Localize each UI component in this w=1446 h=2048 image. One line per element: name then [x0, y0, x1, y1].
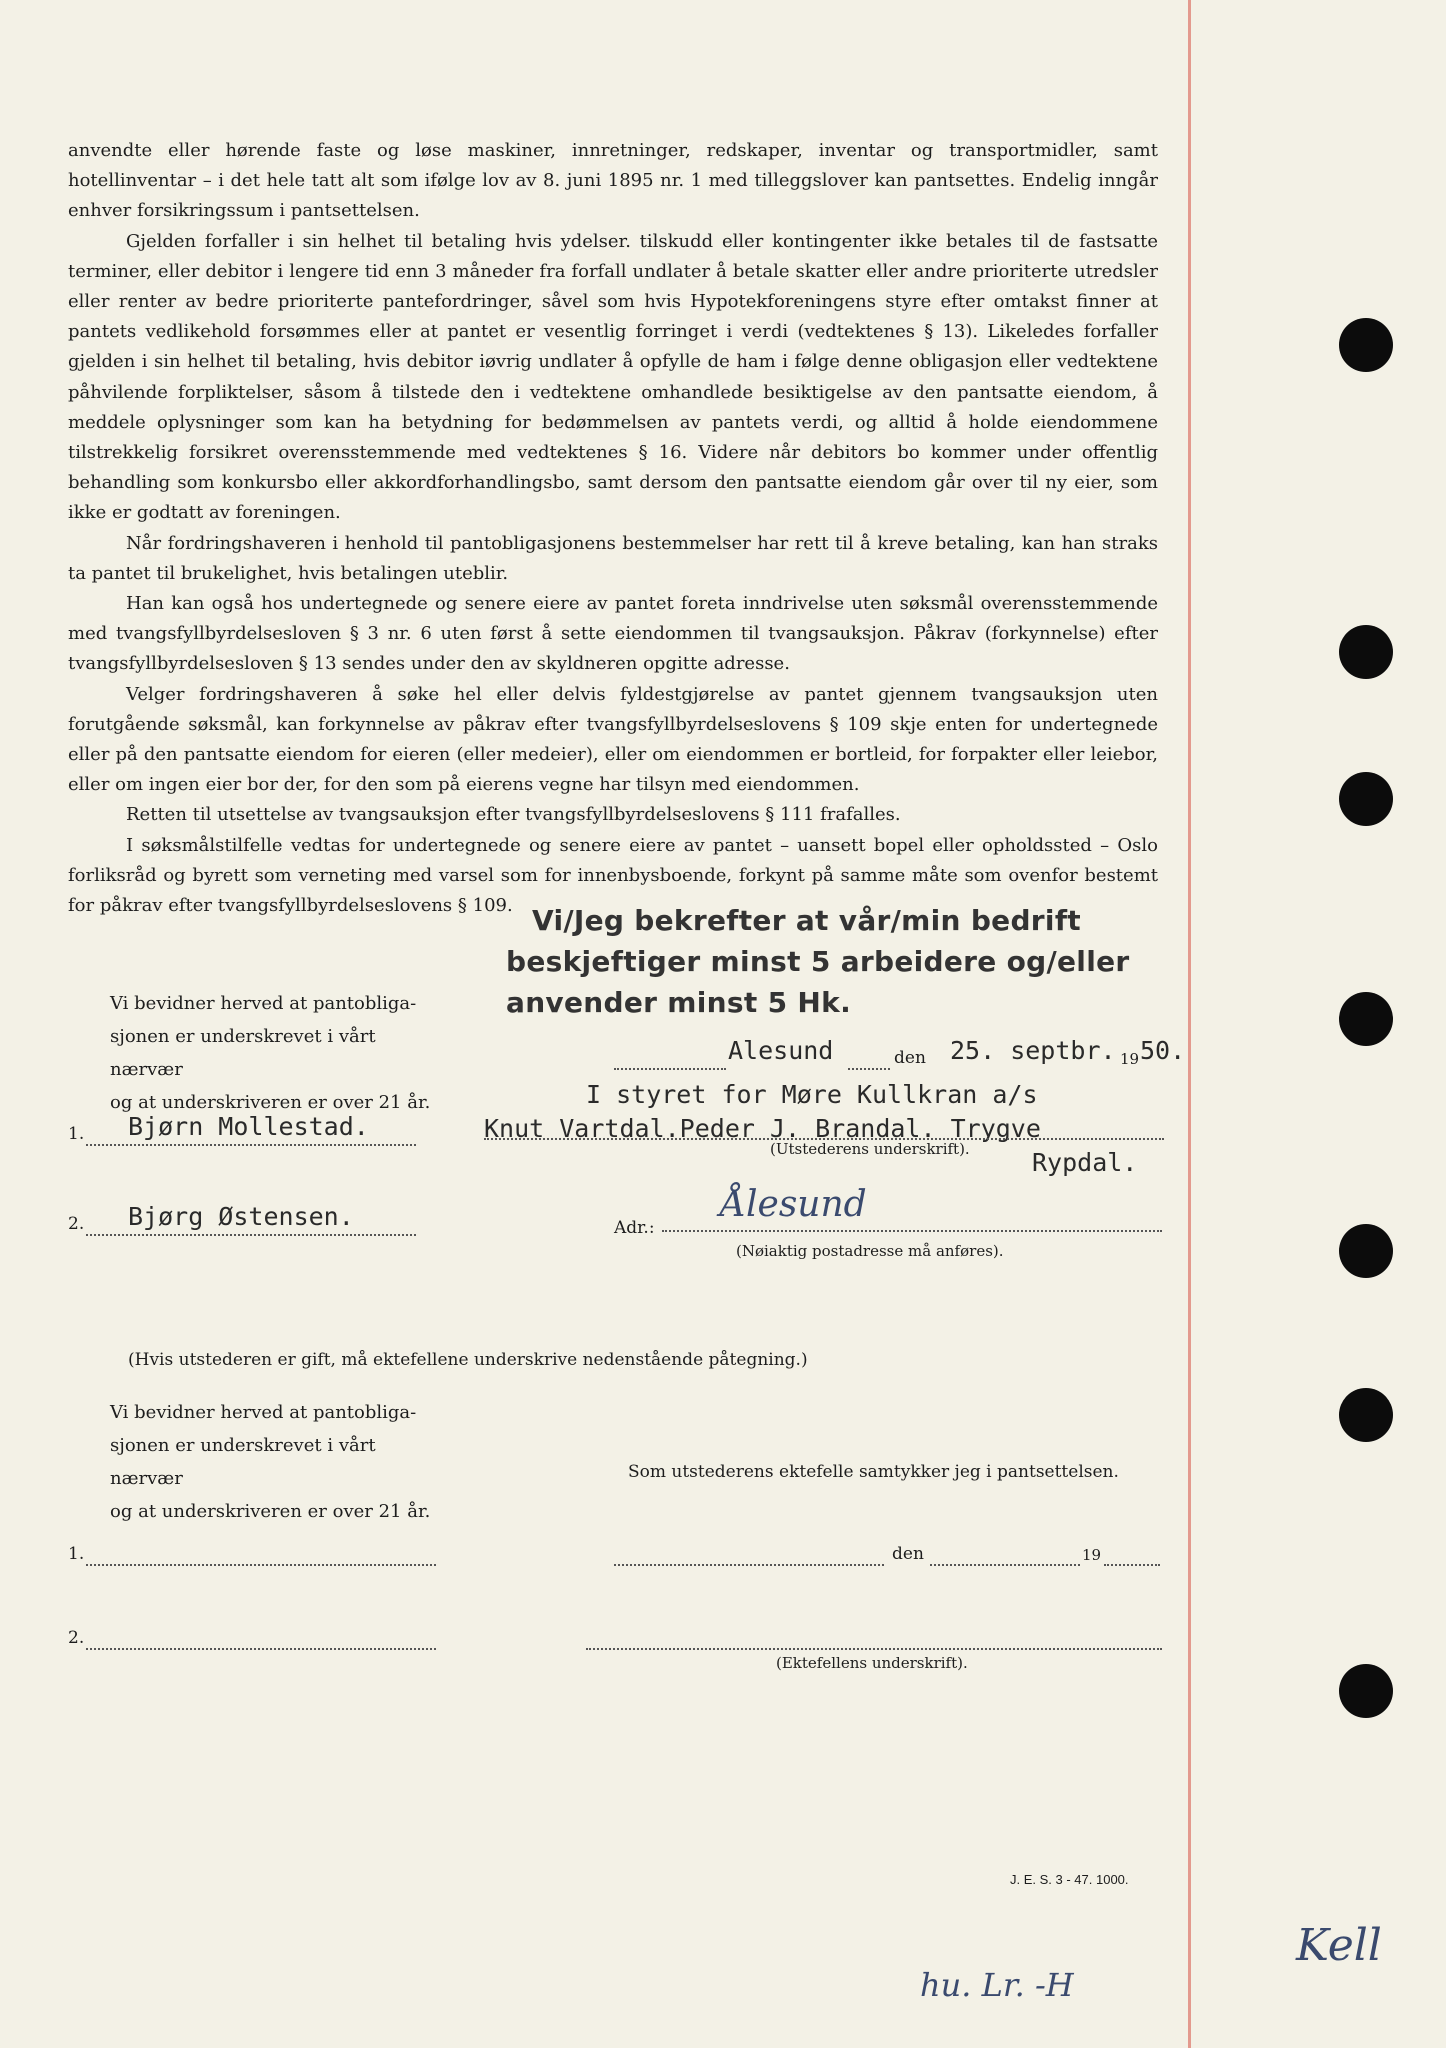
issuer-signatures: Knut Vartdal.Peder J. Brandal. Trygve [484, 1114, 1041, 1143]
punch-hole [1339, 1664, 1393, 1718]
issuer-line: Rypdal. [1032, 1148, 1138, 1177]
paragraph: Når fordringshaveren i henhold til pantobligasjonens bestemmelser har rett til å kreve betaling, kan han straks ta pantet til brukelighet, hvis betalingen uteblir. [68, 532, 1158, 584]
paragraph: anvendte eller hørende faste og løse maskiner, innretninger, redskaper, inventar og transportmidler, samt hotellinventar – i det hele tatt alt som ifølge lov av 8. juni 1895 nr. 1 med tilleggslover kan pantsettes. Endelig inngår enhver forsikringssum i pantsettelsen. [68, 140, 1158, 222]
signature-caption: (Utstederens underskrift). [770, 1140, 970, 1158]
witness-name[interactable]: Bjørg Østensen. [128, 1202, 354, 1231]
punch-hole [1339, 772, 1393, 826]
place-field[interactable]: Alesund [728, 1036, 834, 1065]
address-label: Adr.: [614, 1218, 655, 1238]
spouse-consent: Som utstederens ektefelle samtykker jeg i pantsettelsen. [628, 1462, 1119, 1482]
issuer-line: I styret for Møre Kullkran a/s [586, 1080, 1038, 1109]
witness-line: Vi bevidner herved at pantobliga- [110, 993, 417, 1014]
witness-statement [110, 987, 440, 1119]
handwritten-initials: hu. Lr. -H [920, 1966, 1074, 2004]
punch-hole [1339, 625, 1393, 679]
witness-number: 1. [68, 1544, 85, 1564]
paragraph: Retten til utsettelse av tvangsauksjon efter tvangsfyllbyrdelseslovens § 111 frafalles. [126, 804, 901, 826]
witness-line: sjonen er underskrevet i vårt nærvær [110, 1435, 376, 1489]
dotted-line [848, 1068, 890, 1070]
witness-statement [110, 1396, 440, 1528]
dotted-line [86, 1234, 416, 1236]
paragraph: Gjelden forfaller i sin helhet til betaling hvis ydelser. tilskudd eller kontingenter ikke betales til de fastsatte terminer, eller debitor i lengere tid enn 3 måneder fra forfall undlater å betale skatter eller andre prioriterte utredsler eller renter av bedre prioriterte pantefordringer, såvel som hvis Hypotekforeningens styre efter omtakst finner at pantets vedlikehold forsømmes eller at pantet er vesentlig forringet i verdi (vedtektenes § 13). Likeledes forfaller gjelden i sin helhet til betaling, hvis debitor iøvrig undlater å opfylle de ham i følge denne obligasjon eller vedtektene påhvilende forpliktelser, såsom å tilstede den i vedtektene omhandlede besiktigelse av den pantsatte eiendom, å meddele oplysninger som kan ha betydning for bedømmelsen av pantets verdi, og alltid å holde eiendommene tilstrekkelig forsikret overensstemmende med vedtektenes § 16. Videre når debitors bo kommer under offentlig behandling som konkursbo eller akkordforhandlingsbo, samt dersom den pantsatte eiendom går over til ny eier, som ikke er godtatt av foreningen. [68, 230, 1158, 524]
stamp-line: anvender minst 5 Hk. [506, 986, 852, 1019]
address-caption: (Nøiaktig postadresse må anføres). [736, 1242, 1004, 1260]
witness-number: 2. [68, 1628, 85, 1648]
paragraph: I søksmålstilfelle vedtas for undertegnede og senere eiere av pantet – uansett bopel eller opholdssted – Oslo forliksråd og byrett som verneting med varsel som for innenbysboende, forkynt på samme måte som ovenfor bestemt for påkrav efter tvangsfyllbyrdelseslovens § 109. [68, 834, 1158, 917]
margin-rule [1188, 0, 1191, 2048]
witness-line: og at underskriveren er over 21 år. [110, 1092, 431, 1113]
punch-hole [1339, 1224, 1393, 1278]
witness-signature-line[interactable] [86, 1648, 436, 1650]
paragraph: Velger fordringshaveren å søke hel eller delvis fyldestgjørelse av pantet gjennem tvangsauksjon uten forutgående søksmål, kan forkynnelse av påkrav efter tvangsfyllbyrdelseslovens § 109 skje enten for undertegnede eller på den pantsatte eiendom for eieren (eller medeier), eller om eiendommen er bortleid, for forpakter eller leiebor, eller om ingen eier bor der, for den som på eierens vegne har tilsyn med eiendommen. [68, 683, 1158, 796]
witness-name[interactable]: Bjørn Mollestad. [128, 1112, 369, 1141]
spouse-signature-caption: (Ektefellens underskrift). [776, 1654, 968, 1672]
spouse-signature-line[interactable] [586, 1648, 1162, 1650]
stamp-line: beskjeftiger minst 5 arbeidere og/eller [506, 945, 1130, 978]
stamp-line: Vi/Jeg bekrefter at vår/min bedrift [532, 904, 1081, 937]
punch-hole [1339, 992, 1393, 1046]
witness-number: 1. [68, 1124, 85, 1144]
dotted-line [86, 1144, 416, 1146]
punch-hole [1339, 318, 1393, 372]
dotted-line[interactable] [1104, 1564, 1160, 1566]
year-prefix: 19 [1082, 1546, 1102, 1564]
paragraph: Han kan også hos undertegnede og senere eiere av pantet foreta inndrivelse uten søksmål overensstemmende med tvangsfyllbyrdelsesloven § 3 nr. 6 uten først å sette eiendommen til tvangsauksjon. Påkrav (forkynnelse) efter tvangsfyllbyrdelsesloven § 13 sendes under den av skyldneren opgitte adresse. [68, 593, 1158, 675]
handwritten-initials: Kell [1296, 1920, 1382, 1971]
witness-line: og at underskriveren er over 21 år. [110, 1501, 431, 1522]
address-handwritten[interactable]: Ålesund [720, 1184, 867, 1225]
address-line [662, 1230, 1162, 1232]
witness-line: Vi bevidner herved at pantobliga- [110, 1402, 417, 1423]
year-field[interactable]: 50. [1140, 1036, 1186, 1065]
dotted-line[interactable] [930, 1564, 1080, 1566]
den-label: den [892, 1544, 924, 1564]
witness-line: sjonen er underskrevet i vårt nærvær [110, 1026, 376, 1080]
punch-hole [1339, 1388, 1393, 1442]
date-field[interactable]: 25. septbr. [950, 1036, 1116, 1065]
legal-body-text [68, 136, 1158, 921]
den-label: den [894, 1048, 926, 1068]
dotted-line[interactable] [614, 1564, 884, 1566]
spouse-note: (Hvis utstederen er gift, må ektefellene underskrive nedenstående påtegning.) [128, 1350, 808, 1370]
dotted-line [614, 1068, 726, 1070]
witness-signature-line[interactable] [86, 1564, 436, 1566]
year-prefix: 19 [1120, 1050, 1140, 1068]
printer-mark: J. E. S. 3 - 47. 1000. [1010, 1872, 1129, 1887]
witness-number: 2. [68, 1214, 85, 1234]
